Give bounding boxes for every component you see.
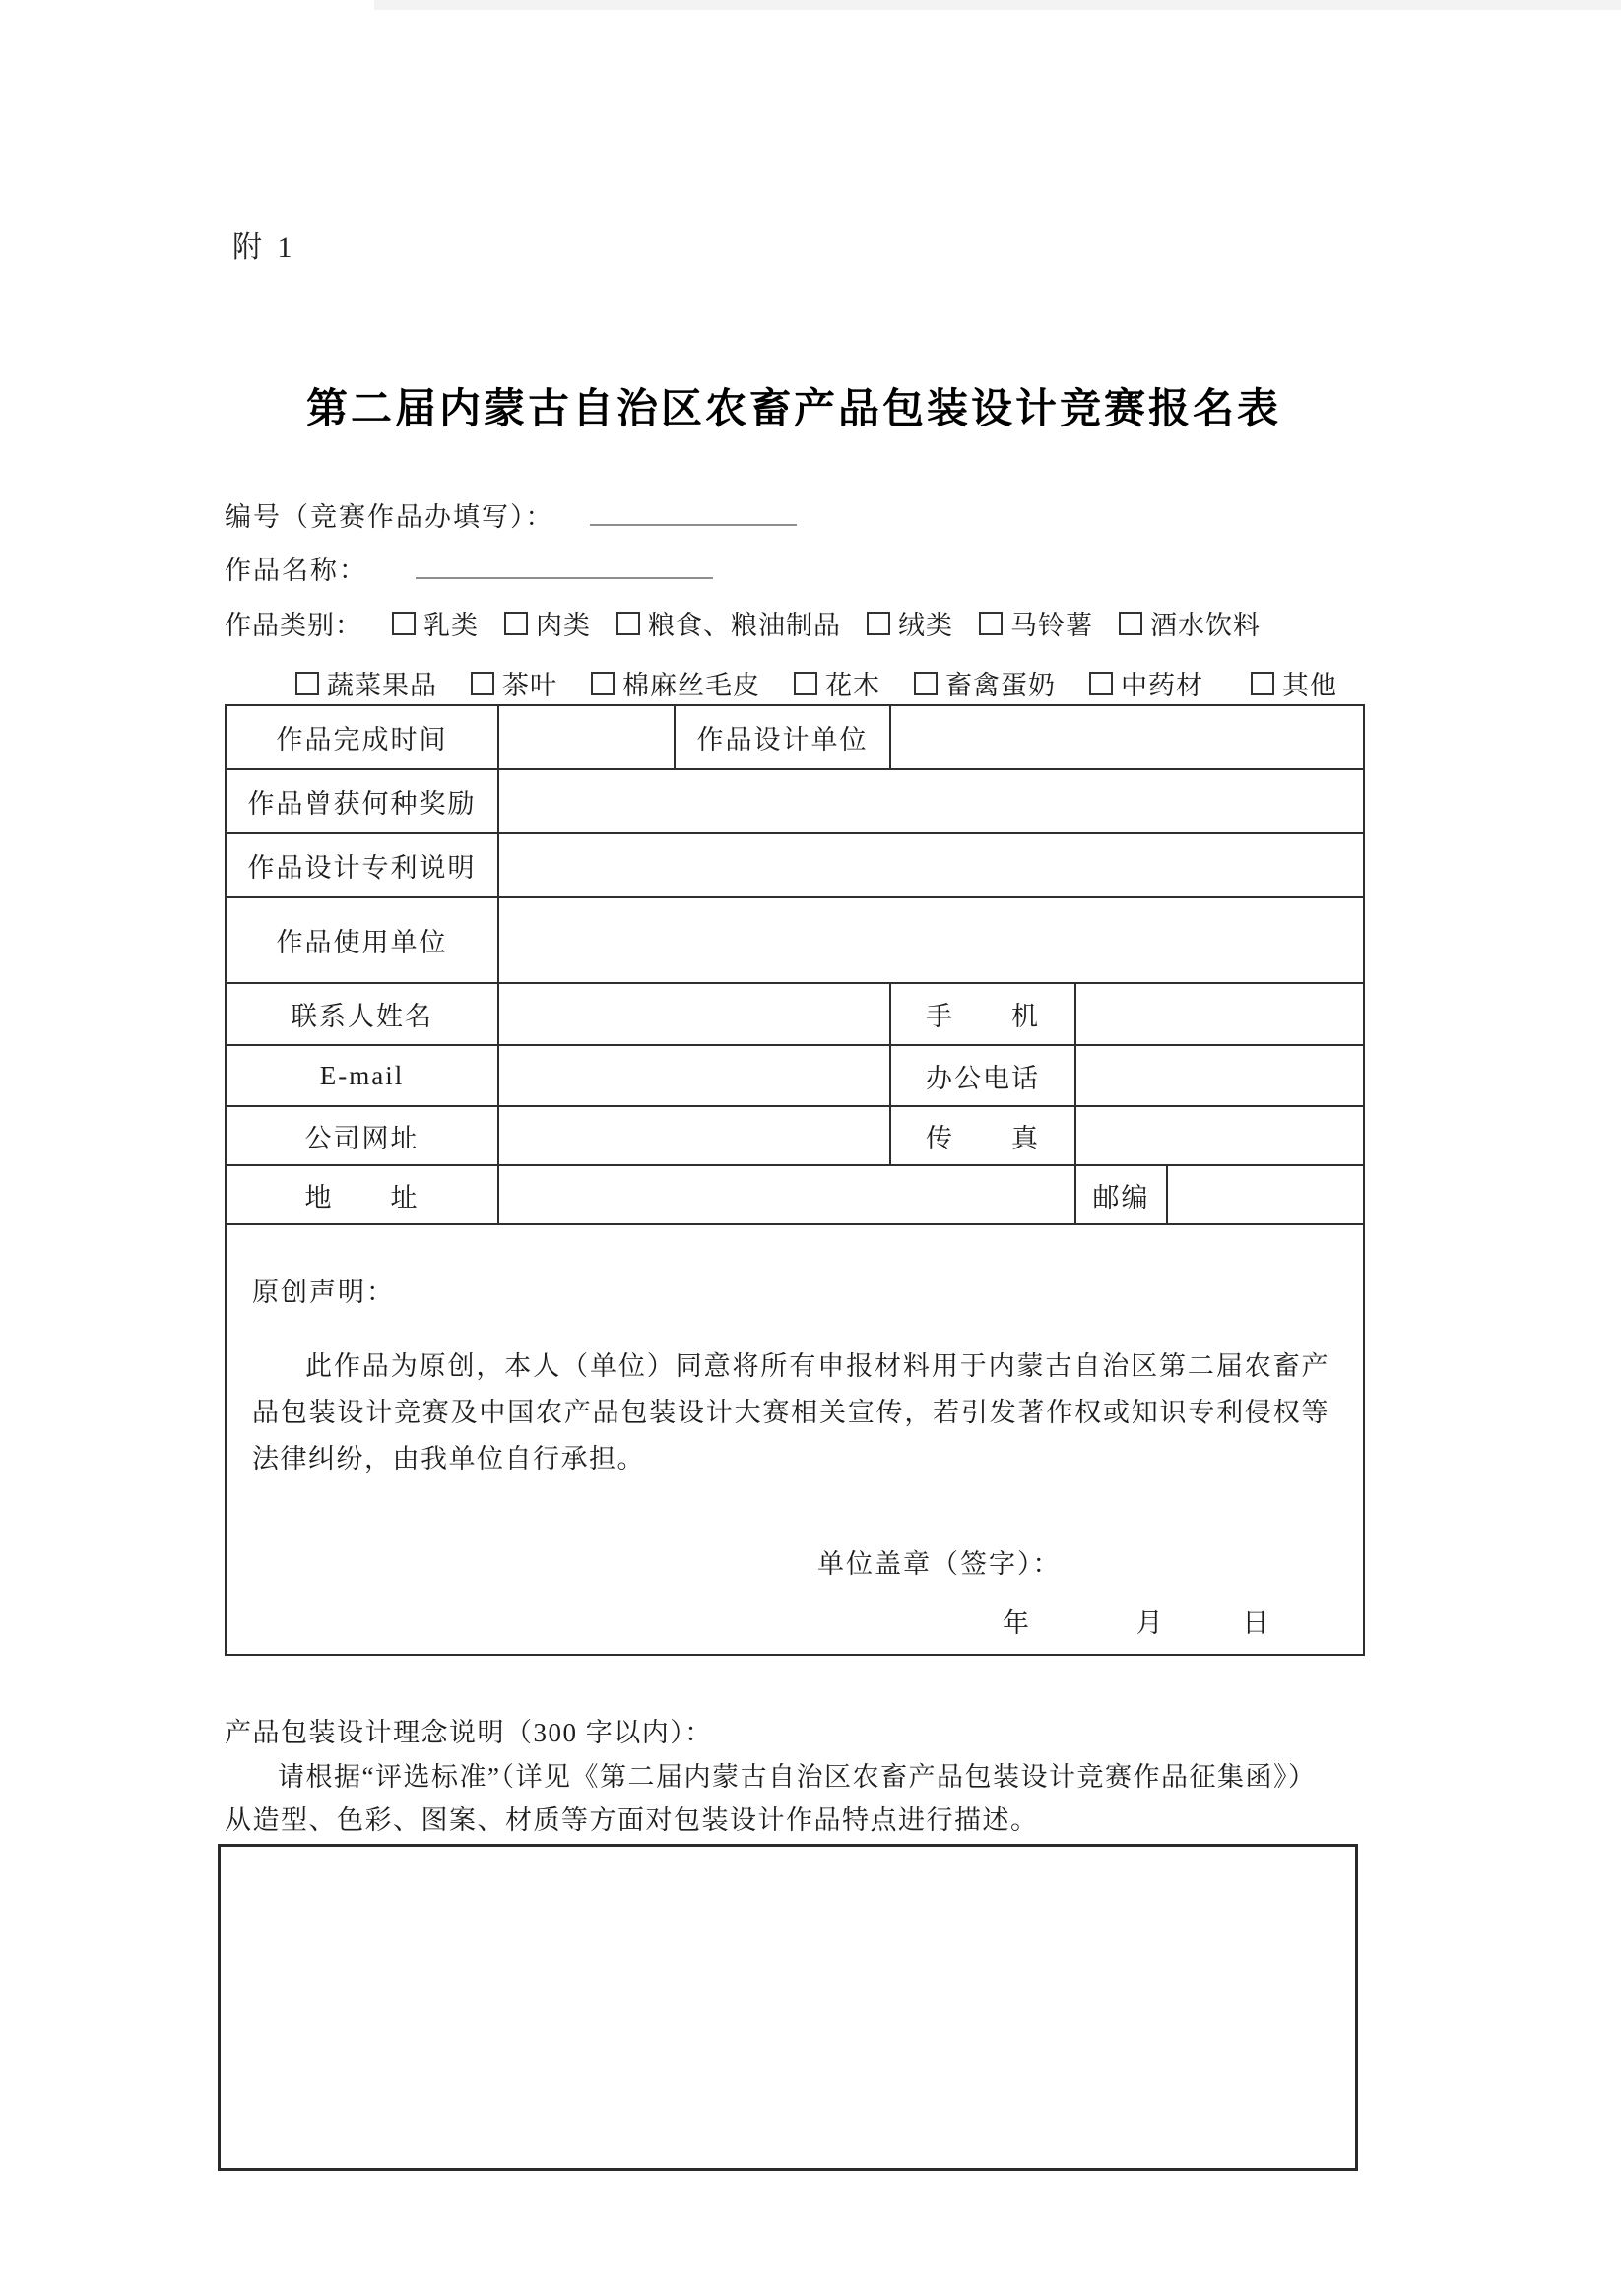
checkbox-vegetable[interactable]: [295, 672, 319, 695]
work-name-row: [225, 549, 713, 587]
table-row: [226, 705, 1364, 769]
category-item-label: 茶叶: [502, 671, 557, 700]
category-item-label: 乳类: [423, 611, 479, 640]
scan-artifact-top: [374, 0, 1621, 10]
seal-signature-label: 单位盖章（签字）：: [817, 1549, 1062, 1579]
checkbox-tea[interactable]: [471, 672, 494, 695]
completion-time-label: 作品完成时间: [226, 705, 498, 769]
checkbox-herb[interactable]: [1089, 672, 1113, 695]
checkbox-textile[interactable]: [591, 672, 615, 695]
award-label: 作品曾获何种奖励: [226, 769, 498, 833]
category-item-label: 酒水饮料: [1150, 611, 1261, 640]
applicant-info-table: [225, 704, 1365, 1656]
checkbox-grain[interactable]: [616, 612, 640, 635]
checkbox-beverage[interactable]: [1119, 612, 1142, 635]
table-row: [226, 983, 1364, 1045]
concept-description-input-box[interactable]: [218, 1844, 1358, 2171]
fax-label: 传 真: [890, 1106, 1075, 1165]
use-unit-input-cell[interactable]: [498, 897, 1364, 983]
design-unit-input-cell[interactable]: [890, 705, 1364, 769]
month-label: 月: [1135, 1608, 1165, 1638]
category-item-label: 粮食、粮油制品: [648, 611, 841, 640]
form-title: 第二届内蒙古自治区农畜产品包装设计竞赛报名表: [305, 385, 1281, 431]
declaration-title: 原创声明：: [252, 1278, 395, 1307]
entry-number-input-line[interactable]: [590, 500, 797, 526]
date-line: [1003, 1602, 1271, 1640]
design-unit-label: 作品设计单位: [675, 705, 890, 769]
postcode-input-cell[interactable]: [1167, 1165, 1364, 1224]
declaration-body: 此作品为原创，本人（单位）同意将所有申报材料用于内蒙古自治区第二届农畜产品包装设计竞赛及中国农产品包装设计大赛相关宣传，若引发著作权或知识专利侵权等法律纠纷，由我单位自行承担。: [252, 1351, 1330, 1474]
entry-number-label: 编号（竞赛作品办填写）：: [225, 502, 554, 532]
address-input-cell[interactable]: [498, 1165, 1075, 1224]
concept-heading: 产品包装设计理念说明（300 字以内）：: [225, 1718, 713, 1747]
category-row-1: [225, 604, 1286, 642]
patent-label: 作品设计专利说明: [226, 833, 498, 897]
table-row: [226, 769, 1364, 833]
checkbox-livestock[interactable]: [914, 672, 938, 695]
table-row: [226, 897, 1364, 983]
category-item-meat: [504, 604, 591, 642]
completion-time-input-cell[interactable]: [498, 705, 675, 769]
category-item-herb: [1089, 664, 1203, 702]
use-unit-label: 作品使用单位: [226, 897, 498, 983]
category-item-label: 畜禽蛋奶: [945, 671, 1056, 700]
table-row: [226, 1045, 1364, 1106]
concept-instruction-line2: 从造型、色彩、图案、材质等方面对包装设计作品特点进行描述。: [225, 1805, 1039, 1835]
category-item-livestock: [914, 664, 1056, 702]
checkbox-flower[interactable]: [794, 672, 817, 695]
category-item-label: 其他: [1282, 671, 1337, 700]
declaration-block: [227, 1225, 1363, 1654]
concept-instruction-line1: 请根据“评选标准”（详见《第二届内蒙古自治区农畜产品包装设计竞赛作品征集函》）: [278, 1762, 1317, 1792]
category-item-label: 花木: [825, 671, 880, 700]
category-item-dairy: [392, 604, 479, 642]
category-item-label: 中药材: [1121, 671, 1203, 700]
website-input-cell[interactable]: [498, 1106, 890, 1165]
table-row: [226, 1165, 1364, 1224]
category-item-label: 马铃薯: [1010, 611, 1093, 640]
category-label: 作品类别：: [225, 611, 362, 640]
email-input-cell[interactable]: [498, 1045, 890, 1106]
checkbox-meat[interactable]: [504, 612, 528, 635]
category-item-flower: [794, 664, 880, 702]
website-label: 公司网址: [226, 1106, 498, 1165]
checkbox-potato[interactable]: [979, 612, 1003, 635]
category-item-tea: [471, 664, 557, 702]
entry-number-row: [225, 495, 797, 534]
category-item-label: 棉麻丝毛皮: [622, 671, 760, 700]
checkbox-dairy[interactable]: [392, 612, 416, 635]
category-item-beverage: [1119, 604, 1261, 642]
mobile-input-cell[interactable]: [1075, 983, 1364, 1045]
address-label: 地 址: [226, 1165, 498, 1224]
work-name-label: 作品名称：: [225, 556, 367, 585]
attachment-label: 附 1: [232, 231, 296, 264]
day-label: 日: [1242, 1608, 1271, 1638]
category-item-label: 绒类: [898, 611, 953, 640]
fax-input-cell[interactable]: [1075, 1106, 1364, 1165]
contact-name-label: 联系人姓名: [226, 983, 498, 1045]
postcode-label: 邮编: [1075, 1165, 1167, 1224]
office-phone-label: 办公电话: [890, 1045, 1075, 1106]
mobile-label: 手 机: [890, 983, 1075, 1045]
table-row-declaration: [226, 1224, 1364, 1655]
checkbox-cashmere[interactable]: [867, 612, 890, 635]
table-row: [226, 833, 1364, 897]
category-item-cashmere: [867, 604, 953, 642]
office-phone-input-cell[interactable]: [1075, 1045, 1364, 1106]
category-item-label: 肉类: [536, 611, 591, 640]
category-item-vegetable: [295, 664, 437, 702]
year-label: 年: [1003, 1608, 1031, 1638]
award-input-cell[interactable]: [498, 769, 1364, 833]
work-name-input-line[interactable]: [416, 554, 713, 579]
category-item-textile: [591, 664, 760, 702]
declaration-cell: [226, 1224, 1364, 1655]
category-item-other: [1251, 664, 1337, 702]
table-row: [226, 1106, 1364, 1165]
category-item-grain: [616, 604, 841, 642]
contact-name-input-cell[interactable]: [498, 983, 890, 1045]
category-item-potato: [979, 604, 1093, 642]
category-row-2: [295, 664, 1337, 702]
email-label: E-mail: [226, 1045, 498, 1106]
checkbox-other[interactable]: [1251, 672, 1274, 695]
patent-input-cell[interactable]: [498, 833, 1364, 897]
category-item-label: 蔬菜果品: [327, 671, 437, 700]
